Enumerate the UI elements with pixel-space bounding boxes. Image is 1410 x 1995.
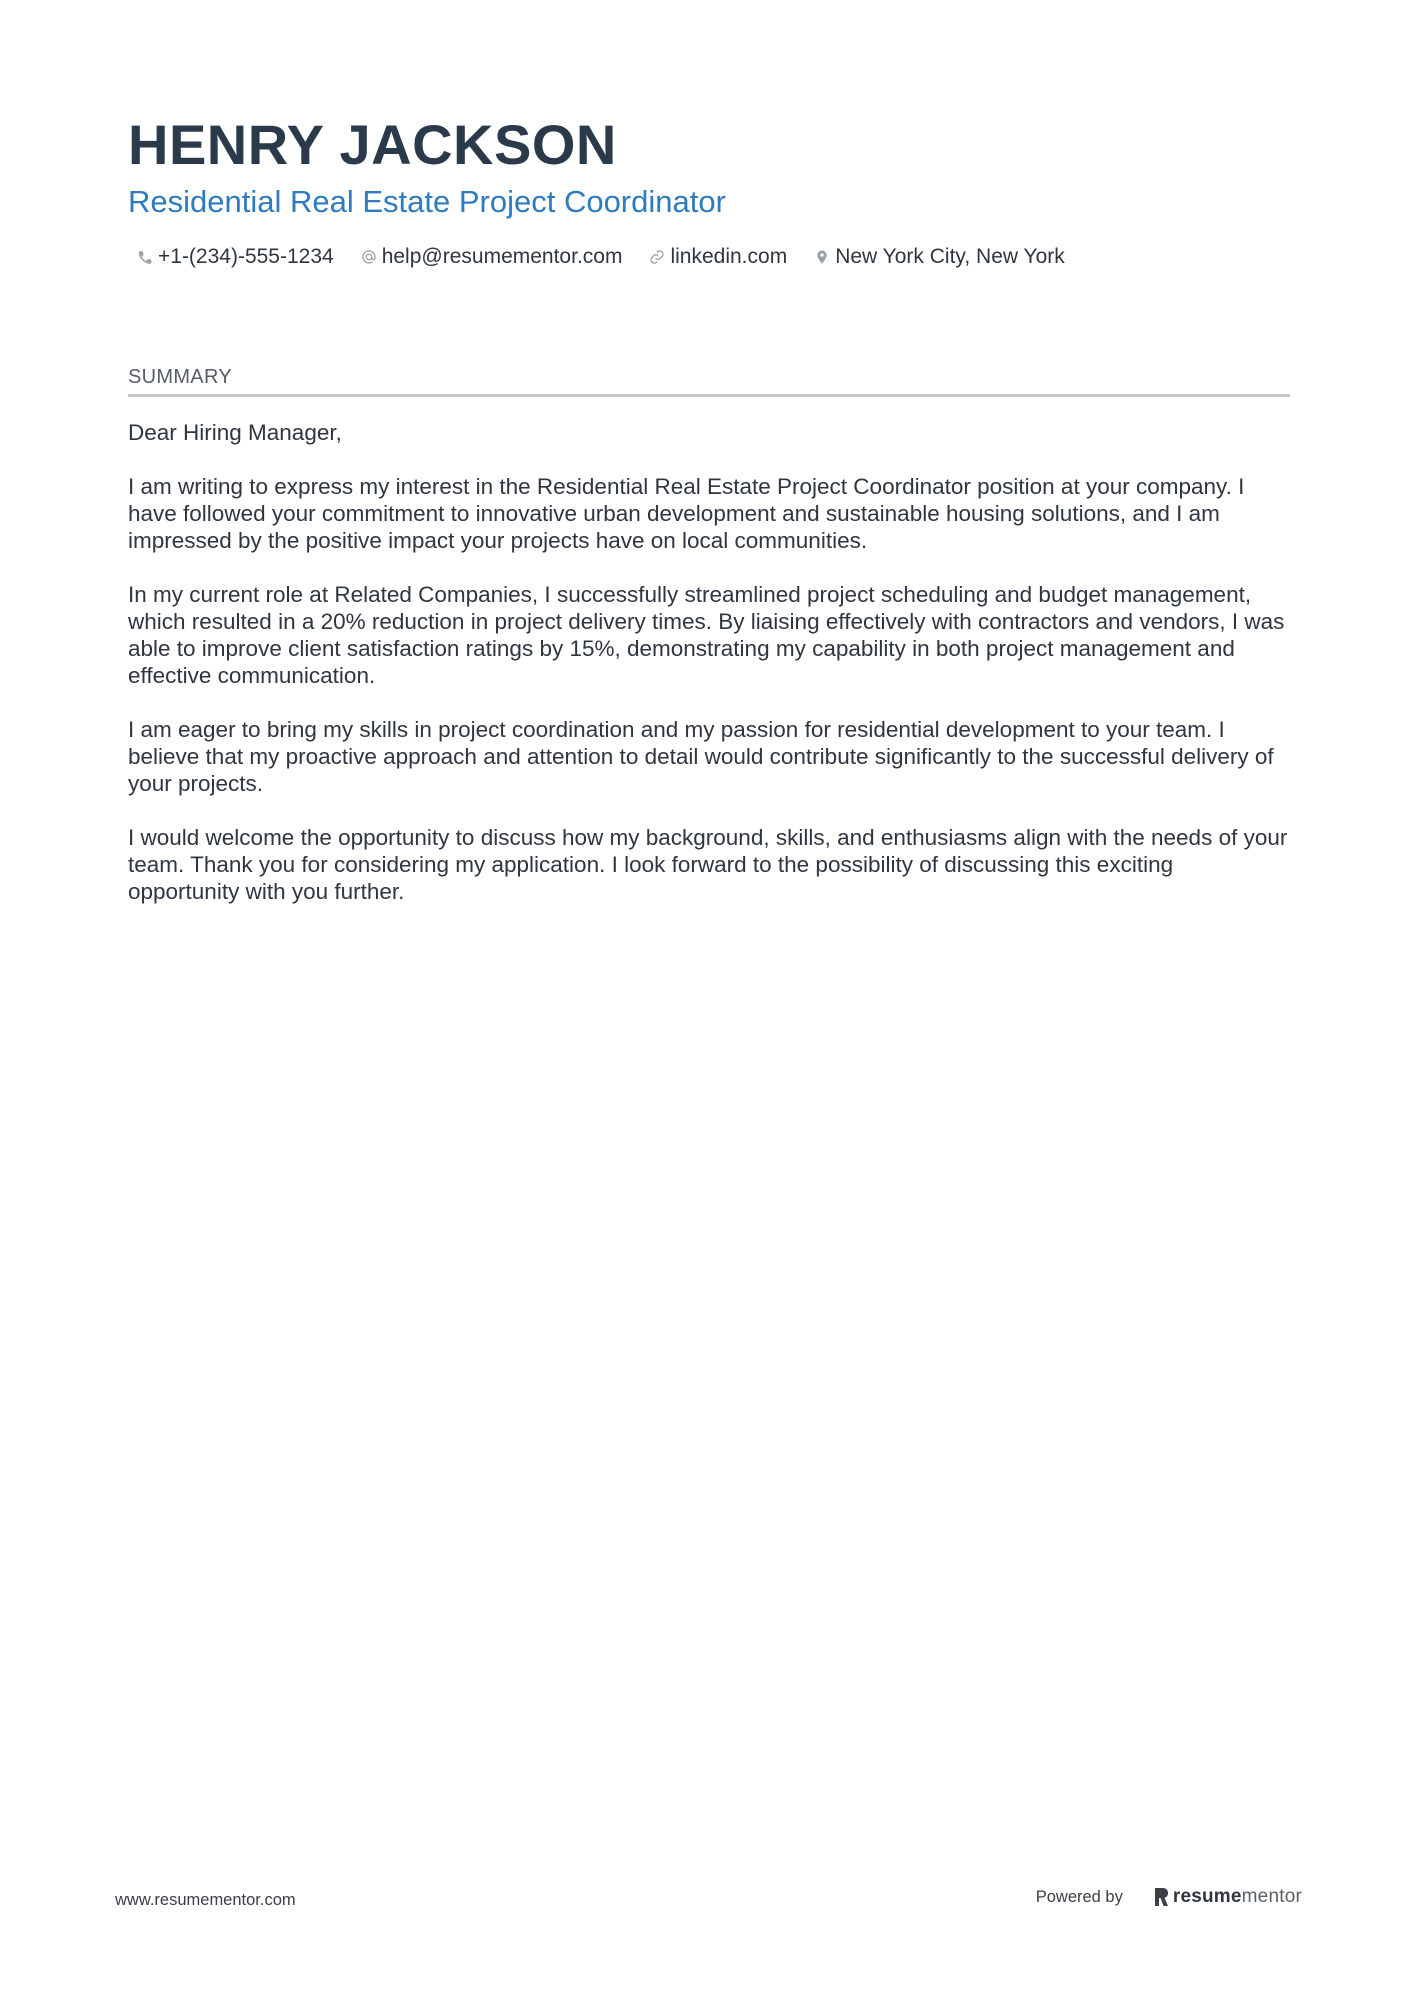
contact-bar: [128, 242, 1290, 272]
job-title: Residential Real Estate Project Coordinator: [128, 184, 726, 219]
summary-heading: SUMMARY: [128, 364, 1290, 397]
letter-greeting: Dear Hiring Manager,: [128, 420, 342, 445]
resume-page: [128, 112, 1290, 932]
location-pin-icon: [813, 248, 831, 266]
contact-email-text[interactable]: help@resumementor.com: [381, 245, 623, 268]
contact-phone: [128, 242, 334, 272]
brand-name-part2: mentor: [1241, 1886, 1302, 1907]
letter-paragraph: In my current role at Related Companies, I successfully streamlined project scheduling and budget management, which resulted in a 20% reduction in project delivery times. By liaising effectively with contractors and vendors, I was able to improve client satisfaction ratings by 15%, demonstrating my capability in both project management and effective communication.: [128, 582, 1285, 688]
contact-linkedin-text[interactable]: linkedin.com: [670, 245, 788, 268]
contact-location-text: New York City, New York: [835, 245, 1065, 268]
contact-linkedin[interactable]: [648, 242, 787, 272]
cover-letter-body: [128, 419, 1290, 905]
brand-logo[interactable]: [1153, 1886, 1302, 1908]
letter-paragraph: I would welcome the opportunity to discuss how my background, skills, and enthusiasms align with the needs of your team. Thank you for considering my application. I look forward to the possibility of discussing this exciting opportunity with you further.: [128, 825, 1288, 904]
phone-icon: [136, 248, 154, 266]
letter-paragraph: I am writing to express my interest in the Residential Real Estate Project Coordinator position at your company. I have followed your commitment to innovative urban development and sustainable housing solutions, and I am impressed by the positive impact your projects have on local communities.: [128, 474, 1245, 553]
brand-name-part1: resume: [1172, 1886, 1242, 1907]
letter-paragraph: I am eager to bring my skills in project coordination and my passion for residential development to your team. I believe that my proactive approach and attention to detail would contribute significantly to the successful delivery of your projects.: [128, 717, 1274, 796]
contact-phone-text: +1-(234)-555-1234: [158, 245, 334, 268]
footer-website[interactable]: www.resumementor.com: [115, 1891, 296, 1909]
link-icon: [648, 248, 666, 266]
contact-location: [813, 242, 1065, 272]
resumementor-logo-icon: [1153, 1887, 1169, 1907]
candidate-name: HENRY JACKSON: [128, 113, 617, 176]
powered-by-label: Powered by: [1035, 1887, 1123, 1906]
contact-email[interactable]: [360, 242, 623, 272]
at-icon: [360, 248, 378, 266]
footer-powered-by: [1036, 1886, 1302, 1908]
